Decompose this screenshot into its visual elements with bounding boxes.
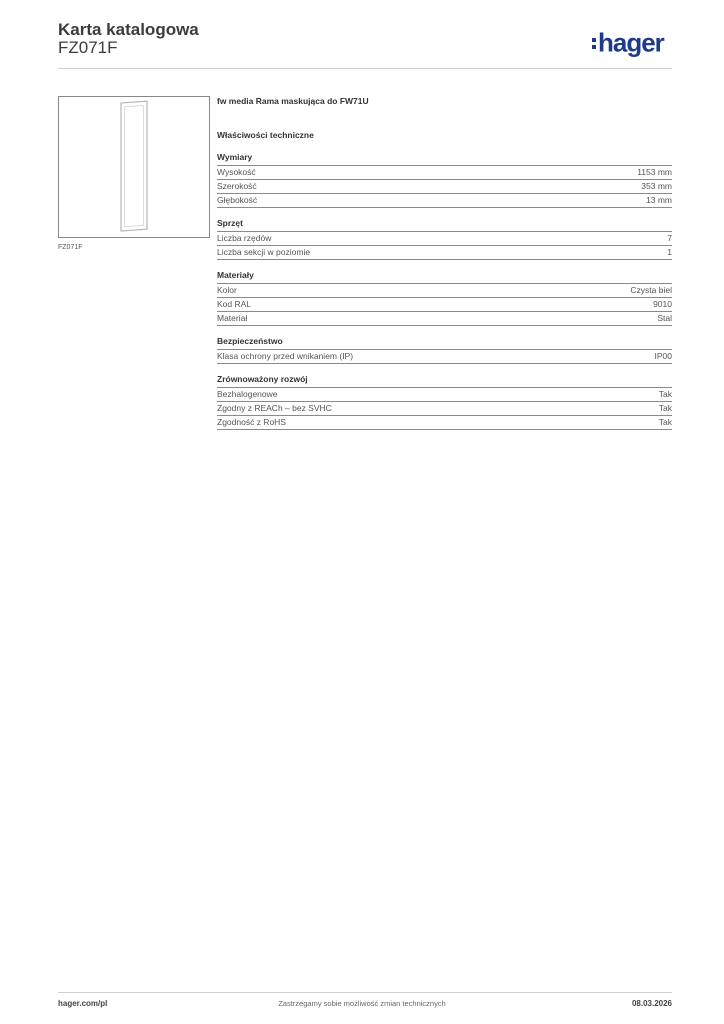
spec-label: Kolor [217,285,237,295]
spec-value: 1153 mm [637,167,672,177]
spec-label: Szerokość [217,181,257,191]
spec-row [217,284,672,298]
spec-value: 13 mm [646,195,672,205]
technical-properties-heading: Właściwości techniczne [217,130,314,140]
group-title: Wymiary [217,152,672,166]
footer-divider [58,992,672,993]
spec-row [217,246,672,260]
spec-row [217,180,672,194]
spec-value: Tak [658,389,672,399]
spec-row [217,402,672,416]
group-title: Materiały [217,270,672,284]
spec-label: Liczba rzędów [217,233,272,243]
spec-row [217,166,672,180]
spec-value: Czysta biel [630,285,672,295]
spec-label: Głębokość [217,195,258,205]
spec-value: Stal [657,313,672,323]
logo-dots-icon [592,35,596,52]
header-divider [58,68,672,69]
spec-group-sustainability [217,374,672,430]
spec-label: Kod RAL [217,299,252,309]
spec-label: Bezhalogenowe [217,389,278,399]
spec-value: 353 mm [641,181,672,191]
spec-label: Klasa ochrony przed wnikaniem (IP) [217,351,354,361]
spec-row [217,312,672,326]
spec-group-materials [217,270,672,326]
spec-value: IP00 [654,351,672,361]
product-name: fw media Rama maskująca do FW71U [217,96,369,106]
specification-panel [217,96,672,430]
spec-value: Tak [658,403,672,413]
group-title: Sprzęt [217,218,672,232]
spec-row [217,350,672,364]
spec-group-equipment [217,218,672,260]
spec-label: Zgodny z REACh – bez SVHC [217,403,332,413]
spec-label: Wysokość [217,167,256,177]
spec-value: 7 [667,233,672,243]
group-title: Zrównoważony rozwój [217,374,672,388]
spec-label: Materiał [217,313,248,323]
spec-value: 1 [667,247,672,257]
masking-frame-illustration [59,97,209,237]
group-title: Bezpieczeństwo [217,336,672,350]
spec-label: Zgodność z RoHS [217,417,286,427]
document-title: Karta katalogowa [58,20,199,39]
footer-website-link[interactable]: hager.com/pl [58,999,108,1008]
spec-group-safety [217,336,672,364]
spec-row [217,298,672,312]
logo-wordmark: hager [598,27,664,58]
spec-value: 9010 [653,299,672,309]
spec-row [217,416,672,430]
spec-label: Liczba sekcji w poziomie [217,247,311,257]
footer-disclaimer: Zastrzegamy sobie możliwość zmian technicznych [278,999,446,1008]
spec-row [217,194,672,208]
spec-group-dimensions [217,152,672,208]
hager-logo [592,26,664,59]
document-code: FZ071F [58,38,118,57]
product-image [58,96,210,238]
image-caption: FZ071F [58,244,83,251]
spec-row [217,232,672,246]
footer-date: 08.03.2026 [631,999,672,1008]
spec-row [217,388,672,402]
spec-value: Tak [658,417,672,427]
